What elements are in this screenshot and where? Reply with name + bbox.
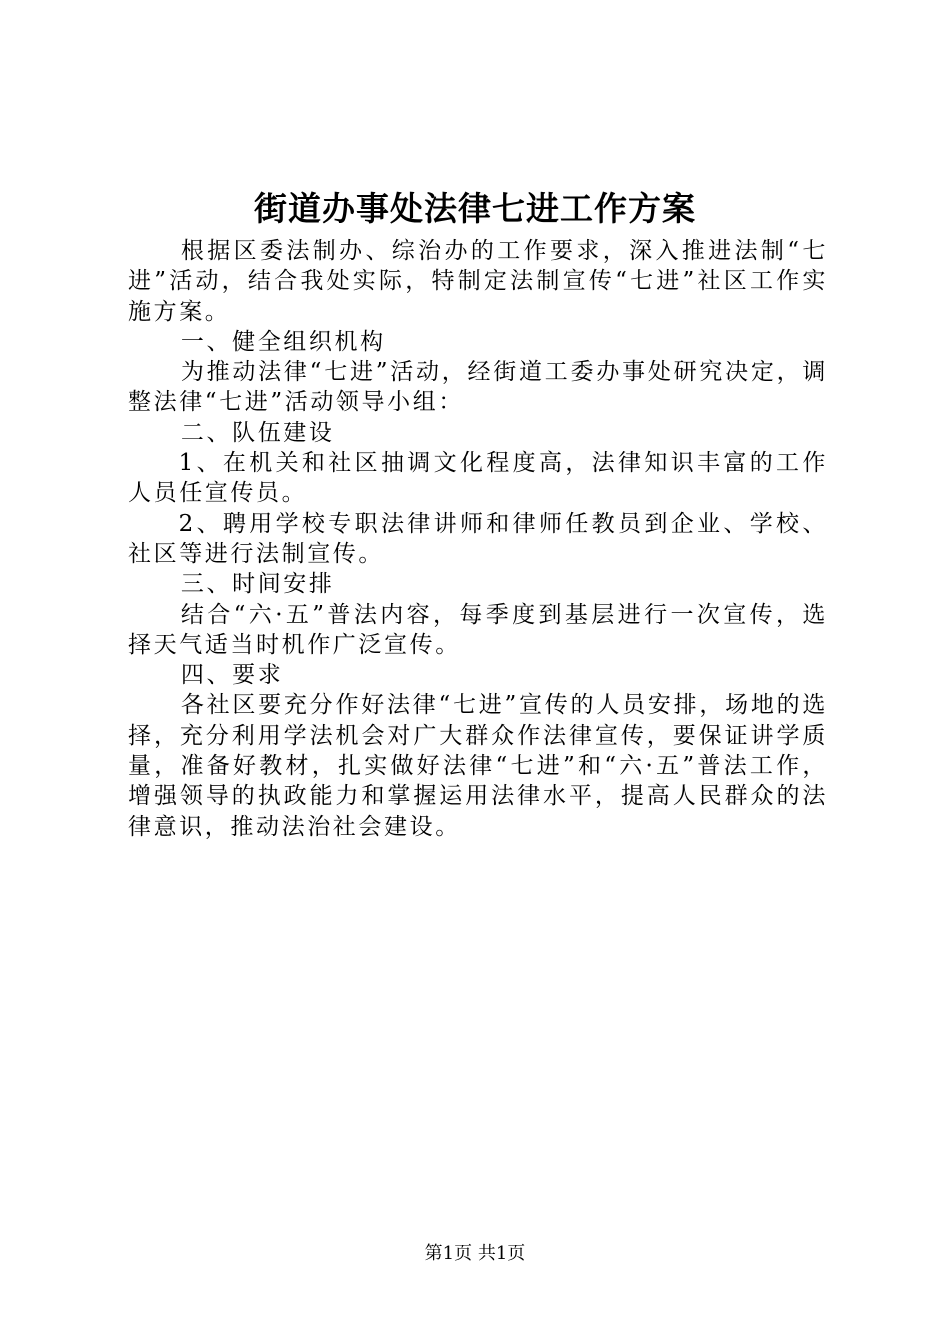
team-item-1: 1、在机关和社区抽调文化程度高，法律知识丰富的工作人员任宣传员。 <box>128 450 828 507</box>
requirements-paragraph: 各社区要充分作好法律“七进”宣传的人员安排，场地的选择，充分利用学法机会对广大群众作法律宣传，要保证讲学质量，准备好教材，扎实做好法律“七进”和“六·五”普法工作，增强领导的执政能力和掌握运用法律水平，提高人民群众的法律意识，推动法治社会建设。 <box>128 692 828 840</box>
page-footer: 第1页 共1页 <box>424 1243 526 1264</box>
section-heading-requirements: 四、要求 <box>180 662 284 689</box>
organization-paragraph: 为推动法律“七进”活动，经街道工委办事处研究决定，调整法律“七进”活动领导小组： <box>128 359 828 416</box>
section-heading-schedule: 三、时间安排 <box>180 571 335 598</box>
team-item-2: 2、聘用学校专职法律讲师和律师任教员到企业、学校、社区等进行法制宣传。 <box>128 510 828 567</box>
intro-paragraph: 根据区委法制办、综治办的工作要求，深入推进法制“七进”活动，结合我处实际，特制定法制宣传“七进”社区工作实施方案。 <box>128 238 828 325</box>
section-heading-organization: 一、健全组织机构 <box>180 328 386 355</box>
schedule-paragraph: 结合“六·五”普法内容，每季度到基层进行一次宣传，选择天气适当时机作广泛宣传。 <box>128 601 828 658</box>
section-heading-team: 二、队伍建设 <box>180 419 335 446</box>
document-body <box>128 236 828 842</box>
document-title: 街道办事处法律七进工作方案 <box>254 189 696 228</box>
